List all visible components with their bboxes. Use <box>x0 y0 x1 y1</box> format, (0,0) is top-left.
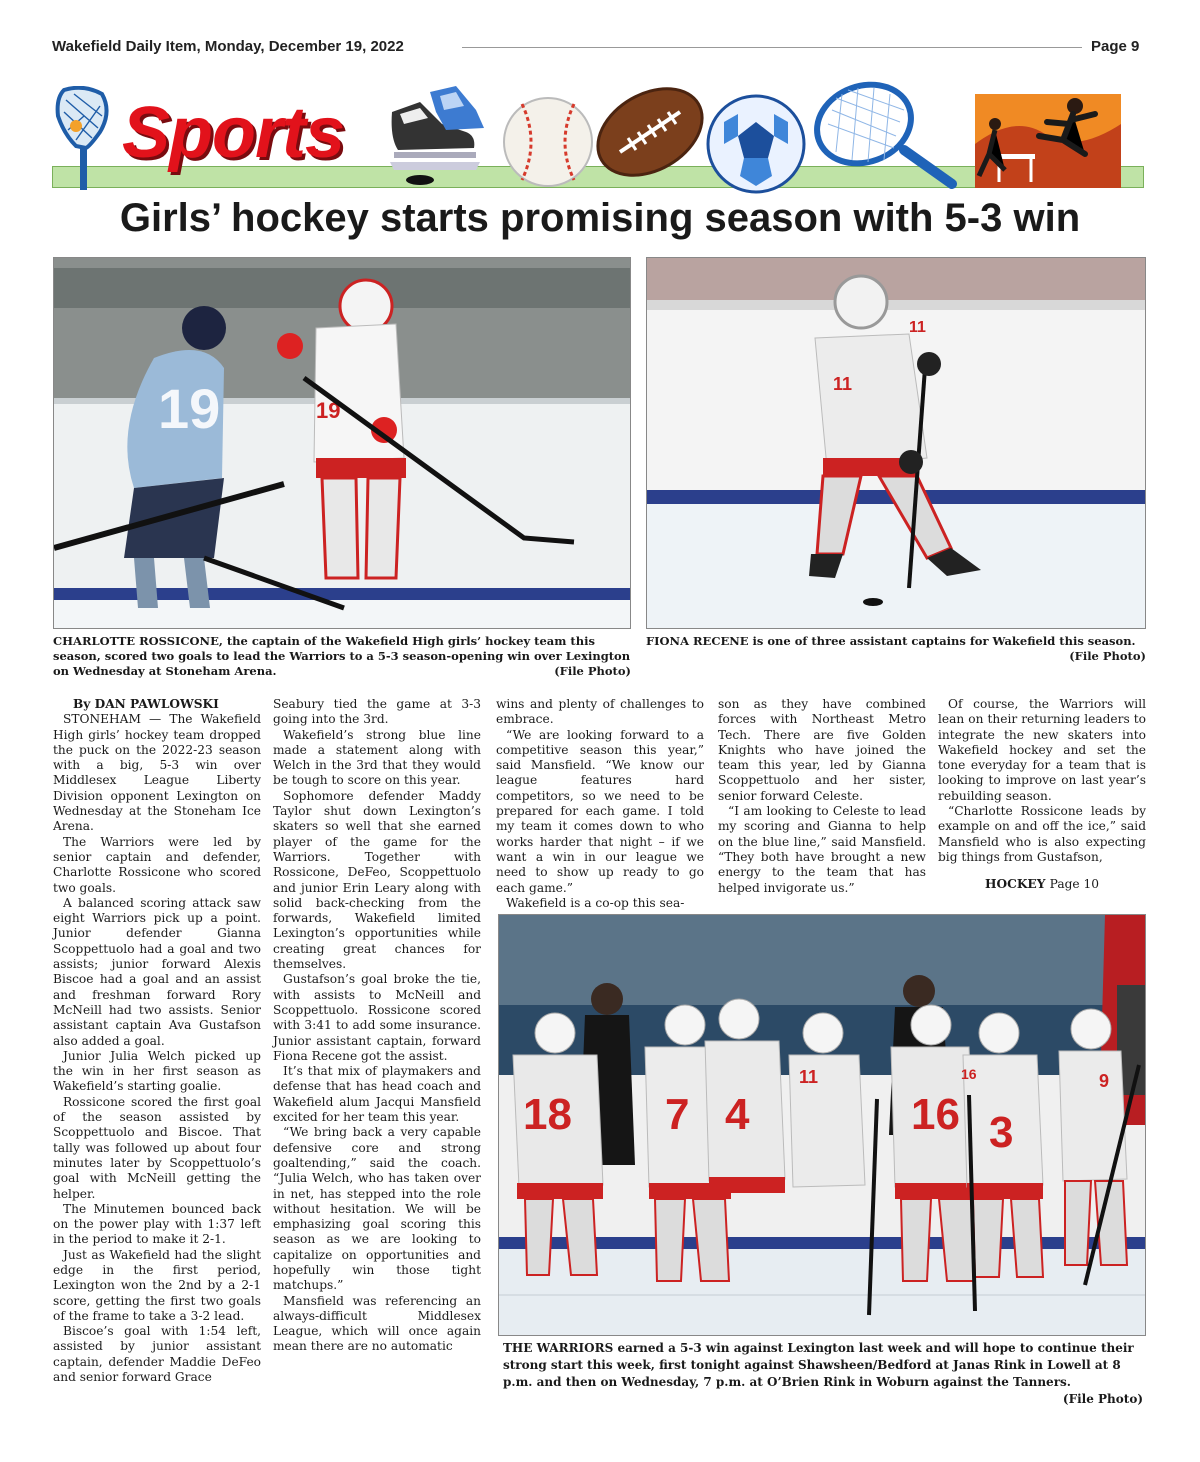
football-icon <box>590 74 710 190</box>
jersey-number: 16 <box>911 1090 960 1139</box>
paragraph: It’s that mix of playmakers and defense that has head coach and Wakefield alum Jacqui Mansfield excited for her team this year. <box>273 1064 481 1125</box>
jersey-number: 4 <box>725 1090 750 1139</box>
section-title: Sports <box>122 93 345 173</box>
paragraph: STONEHAM — The Wakefield High girls’ hockey team dropped the puck on the 2022-23 season with a big, 5-3 win over Middlesex League Liberty Division opponent Lexington on Wednesday at the Stoneham Ice Arena. <box>53 712 261 834</box>
paragraph: Mansfield was referencing an always-difficult Middlesex League, which will once again mean there are no automatic <box>273 1293 481 1354</box>
article-column-2 <box>273 697 481 1355</box>
caption-warriors-text: THE WARRIORS earned a 5-3 win against Lexington last week and will hope to continue their strong start this week, first tonight against Shawsheen/Bedford at Janas Rink in Lowell at 8 p.m. and then on Wednesday, 7 p.m. at O’Brien Rink in Woburn against the Tanners. <box>503 1341 1134 1389</box>
article-column-3 <box>496 697 704 911</box>
article-column-5 <box>938 697 1146 893</box>
paragraph: Junior Julia Welch picked up the win in her first season as Wakefield’s starting goalie. <box>53 1048 261 1094</box>
byline: By DAN PAWLOWSKI <box>73 697 219 711</box>
paragraph: “I am looking to Celeste to lead my scoring and Gianna to help on the blue line,” said Mansfield. “They both have brought a new energy to the team that has helped invigorate us.” <box>718 804 926 895</box>
jump-label: HOCKEY <box>985 877 1046 892</box>
hockey-skates-icon <box>380 84 492 188</box>
photo-warriors-huddle <box>498 914 1146 1336</box>
paragraph: Wakefield is a co-op this sea- <box>506 895 685 910</box>
paragraph: “We bring back a very capable defensive core and strong goaltending,” said the coach. “Julia Welch, who has taken over in net, has stepped into the role without hesitation. We will be emphasizing goal scoring this season as we are looking to capitalize on opportunities and hopefully win those tight matchups.” <box>273 1125 481 1293</box>
jersey-number: 18 <box>523 1090 572 1139</box>
jersey-number-white: 19 <box>316 398 341 423</box>
photo-recene-image <box>647 258 1146 629</box>
caption-rossicone <box>53 634 631 679</box>
photo-recene <box>646 257 1146 629</box>
photo-rossicone <box>53 257 631 629</box>
jersey-number: 3 <box>989 1108 1014 1157</box>
article-column-4 <box>718 697 926 896</box>
paragraph: wins and plenty of challenges to embrace. <box>496 697 704 727</box>
paragraph: The Minutemen bounced back on the power play with 1:37 left in the period to make it 2-1. <box>53 1201 261 1247</box>
paragraph: A balanced scoring attack saw eight Warriors pick up a point. Junior defender Gianna Scoppettuolo had a goal and two assists; junior forward Alexis Biscoe had a goal and an assist and freshman forward Rory McNeill had two assists. Senior assistant captain Ava Gustafson also added a goal. <box>53 895 261 1048</box>
jersey-number-blue: 19 <box>158 377 221 440</box>
caption-recene <box>646 634 1146 664</box>
caption-rossicone-credit: (File Photo) <box>554 664 631 678</box>
baseball-icon <box>500 94 596 190</box>
paragraph: Just as Wakefield had the slight edge in the first period, Lexington won the 2nd by a 2-1 score, getting the first two goals of the frame to take a 3-2 lead. <box>53 1247 261 1323</box>
caption-warriors <box>503 1340 1143 1408</box>
paragraph: son as they have combined forces with Northeast Metro Tech. There are five Golden Knights who have joined the team this year, led by Gianna Scoppettuolo and her sister, senior forward Celeste. <box>718 697 926 803</box>
caption-warriors-credit: (File Photo) <box>1062 1392 1143 1406</box>
lacrosse-stick-icon <box>50 86 118 190</box>
caption-recene-credit: (File Photo) <box>1069 649 1146 663</box>
jump-page: Page 10 <box>1049 877 1099 892</box>
jersey-number-back: 11 <box>909 319 926 336</box>
photo-warriors-huddle-image <box>499 915 1146 1336</box>
jump-line <box>938 877 1146 892</box>
paragraph: Wakefield’s strong blue line made a statement along with Welch in the 3rd that they would be tough to score on this year. <box>273 727 481 788</box>
paragraph: Rossicone scored the first goal of the season assisted by Scoppettuolo and Biscoe. That tally was followed up about four minutes later by Scoppettuolo’s goal with McNeill getting the helper. <box>53 1094 261 1201</box>
tennis-racket-icon <box>812 80 962 190</box>
jersey-number: 7 <box>665 1090 690 1139</box>
photo-rossicone-image <box>54 258 631 629</box>
jersey-number-sleeve: 11 <box>833 374 853 394</box>
paragraph: Seabury tied the game at 3-3 going into the 3rd. <box>273 697 481 727</box>
caption-rossicone-text: CHARLOTTE ROSSICONE, the captain of the Wakefield High girls’ hockey team this season, scored two goals to lead the Warriors to a 5-3 season-opening win over Lexington on Wednesday at Stoneham Arena. <box>53 634 631 678</box>
masthead-rule <box>462 47 1082 48</box>
jersey-number: 9 <box>1099 1071 1110 1091</box>
paragraph: Of course, the Warriors will lean on their returning leaders to integrate the new skaters into Wakefield hockey and set the tone everyday for a team that is looking to improve on last year’s rebuilding season. <box>938 697 1146 803</box>
paragraph: Gustafson’s goal broke the tie, with assists to McNeill and Scoppettuolo. Rossicone scored with 3:41 to add some insurance. Junior assistant captain, forward Fiona Recene got the assist. <box>273 972 481 1063</box>
article-column-1 <box>53 697 261 1385</box>
hurdler-icon <box>975 84 1121 188</box>
paragraph: “Charlotte Rossicone leads by example on and off the ice,” said Mansfield who is also expecting big things from Gustafson, <box>938 804 1146 864</box>
soccer-ball-icon <box>704 92 808 196</box>
paragraph: Sophomore defender Maddy Taylor shut down Lexington’s skaters so well that she earned player of the game for the Warriors. Together with Rossicone, DeFeo, Scoppettuolo and junior Erin Leary along with solid back-checking from the forwards, Wakefield limited Lexington’s opportunities while creating great chances for themselves. <box>273 788 481 972</box>
jersey-number: 11 <box>799 1067 819 1087</box>
paragraph: Biscoe’s goal with 1:54 left, assisted by junior assistant captain, defender Maddie DeFeo and senior forward Grace <box>53 1324 261 1385</box>
page-number: Page 9 <box>1091 38 1140 55</box>
caption-recene-text: FIONA RECENE is one of three assistant captains for Wakefield this season. <box>646 634 1136 648</box>
headline: Girls’ hockey starts promising season with 5-3 win <box>119 196 1081 240</box>
paragraph: “We are looking forward to a competitive season this year,” said Mansfield. “We know our league features hard competitors, so we need to be prepared for each game. I told my team it comes down to who works harder that night – if we want a win in our league we need to show up ready to go each game.” <box>496 727 704 895</box>
paragraph: The Warriors were led by senior captain and defender, Charlotte Rossicone who scored two goals. <box>53 834 261 895</box>
jersey-number: 16 <box>961 1066 977 1082</box>
masthead: Wakefield Daily Item, Monday, December 19, 2022 <box>52 38 404 55</box>
